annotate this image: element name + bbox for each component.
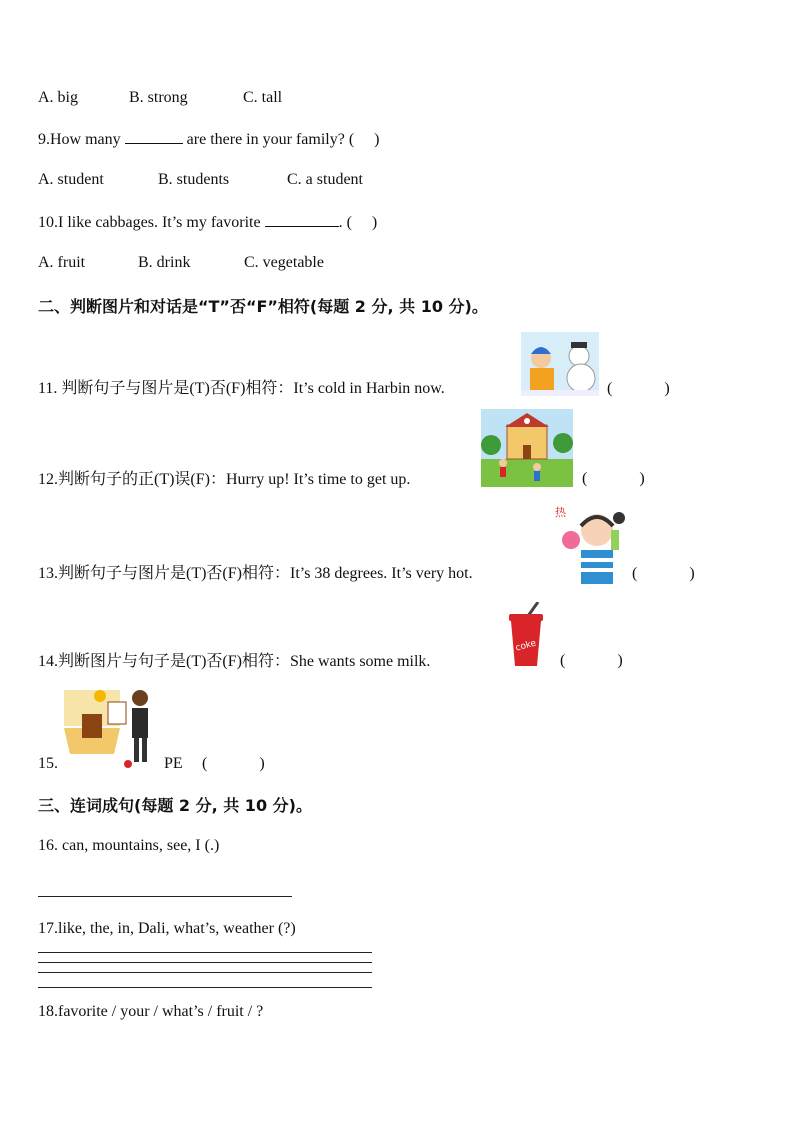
q10-answer-blank[interactable] bbox=[265, 212, 339, 227]
q15-answer-paren[interactable]: ( ) bbox=[202, 755, 265, 772]
boy-snowman-picture bbox=[521, 332, 599, 396]
cola-cup-picture bbox=[506, 602, 546, 668]
hot-label: 热 bbox=[555, 506, 566, 519]
q15-word: PE bbox=[164, 755, 183, 772]
q8-option-a: A. big bbox=[38, 89, 78, 106]
q8-option-b: B. strong bbox=[129, 89, 188, 106]
question-13 bbox=[38, 564, 473, 584]
cup-label: coke bbox=[514, 638, 538, 654]
q10-prefix: 10.I like cabbages. It’s my favorite bbox=[38, 214, 261, 231]
question-15-number bbox=[38, 754, 58, 774]
question-16: 16. can, mountains, see, I (.) bbox=[38, 837, 220, 854]
q17-answer-line-4[interactable] bbox=[38, 987, 372, 988]
q9-suffix: are there in your family? bbox=[186, 131, 345, 148]
q9-option-c: C. a student bbox=[287, 171, 363, 188]
q10-option-b: B. drink bbox=[138, 254, 191, 271]
question-10 bbox=[38, 212, 377, 233]
q11-text: 11. 判断句子与图片是(T)否(F)相符：It’s cold in Harbin now. bbox=[38, 380, 445, 397]
q9-prefix: 9.How many bbox=[38, 131, 121, 148]
question-12 bbox=[38, 470, 410, 490]
q9-option-b: B. students bbox=[158, 171, 230, 188]
q9-option-a: A. student bbox=[38, 171, 104, 188]
q16-answer-line[interactable] bbox=[38, 896, 292, 897]
q9-answer-blank[interactable] bbox=[125, 129, 183, 144]
question-17: 17.like, the, in, Dali, what’s, weather (?) bbox=[38, 920, 296, 937]
q12-text: 12.判断句子的正(T)误(F)：Hurry up! It’s time to get up. bbox=[38, 471, 411, 488]
section-3-title: 三、连词成句(每题 2 分, 共 10 分)。 bbox=[38, 796, 312, 815]
q14-text: 14.判断图片与句子是(T)否(F)相符：She wants some milk. bbox=[38, 653, 431, 670]
q13-text: 13.判断句子与图片是(T)否(F)相符：It’s 38 degrees. It’s very hot. bbox=[38, 565, 473, 582]
q17-answer-line-1[interactable] bbox=[38, 952, 372, 953]
question-18: 18.favorite / your / what’s / fruit / ? bbox=[38, 1003, 264, 1020]
q17-answer-line-2[interactable] bbox=[38, 962, 372, 963]
q14-answer-paren[interactable]: ( ) bbox=[560, 652, 623, 669]
q12-answer-paren[interactable]: ( ) bbox=[582, 470, 645, 487]
q11-answer-paren[interactable]: ( ) bbox=[607, 380, 670, 397]
q13-answer-paren[interactable]: ( ) bbox=[632, 565, 695, 582]
q10-answer-paren[interactable]: ( ) bbox=[346, 214, 378, 231]
q9-answer-paren[interactable]: ( ) bbox=[348, 131, 380, 148]
q10-suffix: . bbox=[338, 214, 343, 231]
school-children-picture bbox=[481, 409, 573, 487]
section-2-title: 二、判断图片和对话是“T”否“F”相符(每题 2 分, 共 10 分)。 bbox=[38, 297, 488, 316]
q17-answer-line-3[interactable] bbox=[38, 972, 372, 973]
q15-num: 15. bbox=[38, 755, 58, 772]
hot-girl-picture bbox=[553, 500, 625, 584]
q10-option-c: C. vegetable bbox=[244, 254, 324, 271]
q10-option-a: A. fruit bbox=[38, 254, 86, 271]
q8-option-c: C. tall bbox=[243, 89, 283, 106]
painting-class-picture bbox=[60, 684, 160, 772]
question-11 bbox=[38, 379, 445, 399]
question-9 bbox=[38, 129, 379, 150]
question-14 bbox=[38, 652, 430, 672]
